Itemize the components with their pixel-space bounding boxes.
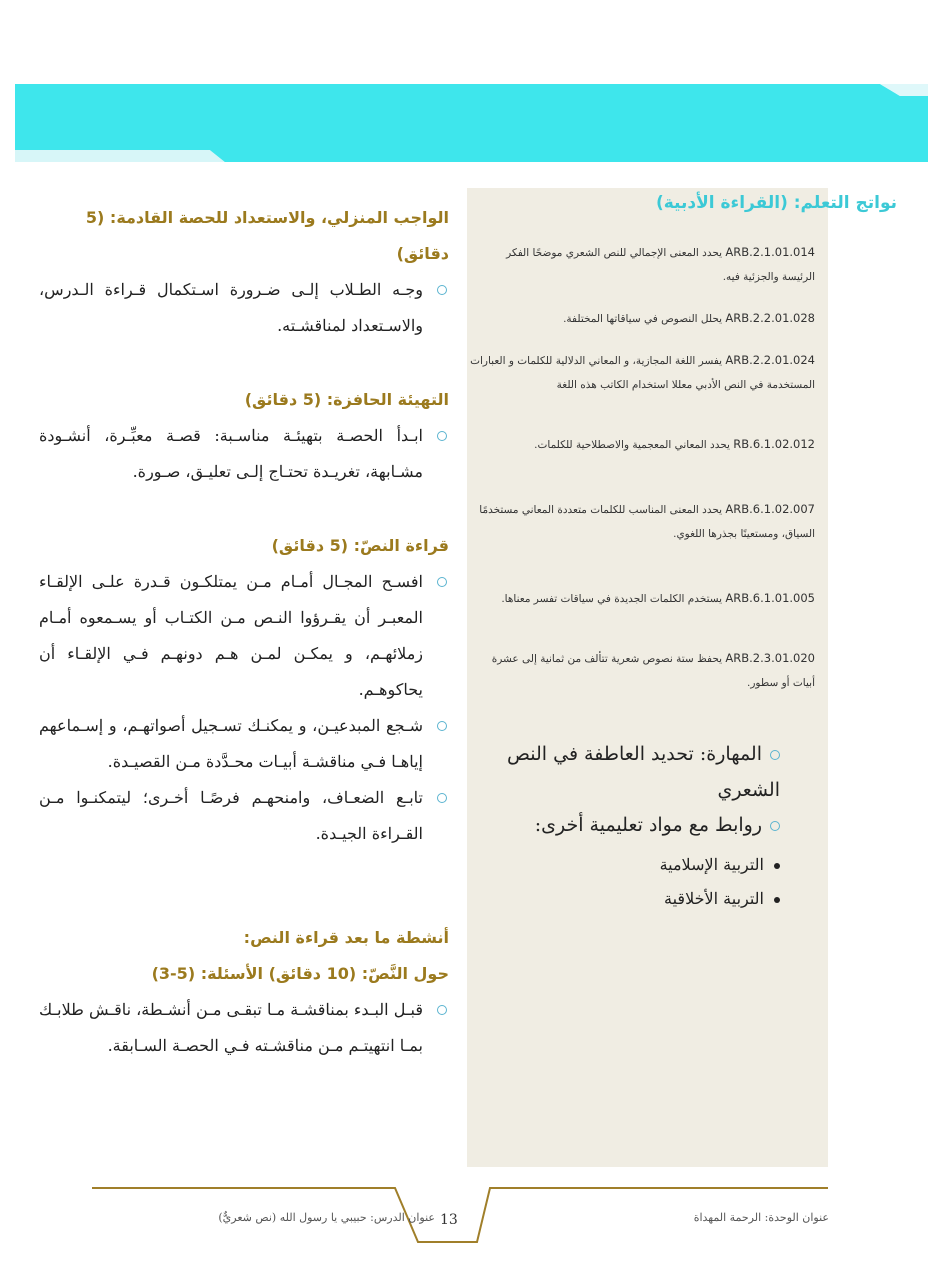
unit-title: عنوان الوحدة: الرحمة المهداة — [693, 1211, 829, 1224]
list-item: شـجع المبدعيـن، و يمكنـك تسـجيل أصواتهـم، و إسـماعهم إياهـا فـي مناقشـة أبيـات محـدَّدة مـن القصيـدة. — [39, 708, 449, 780]
list-item: التربية الإسلامية — [490, 848, 780, 882]
outcome-item — [470, 432, 815, 457]
circle-bullet-icon — [770, 821, 780, 831]
activities-heading: أنشطة ما بعد قراءة النص: — [243, 928, 449, 947]
links-title-text: روابط مع مواد تعليمية أخرى: — [534, 814, 762, 836]
outcome-item — [470, 240, 815, 289]
outcome-item — [470, 497, 815, 546]
page-number: 13 — [440, 1212, 458, 1228]
list-item: تابـع الضعـاف، وامنحهـم فرصًـا أخـرى؛ ليتمكنـوا مـن القـراءة الجيـدة. — [39, 780, 449, 852]
homework-heading: الواجب المنزلي، والاستعداد للحصة القادمة: (5 دقائق) — [85, 208, 449, 263]
skill-item — [490, 736, 780, 808]
outcome-code: ARB.6.1.02.007 — [725, 502, 815, 516]
circle-bullet-icon — [437, 431, 447, 441]
outcome-code: ARB.2.3.01.020 — [725, 651, 815, 665]
outcome-item — [470, 348, 815, 397]
outcome-code: ARB.2.1.01.014 — [725, 245, 815, 259]
circle-bullet-icon — [437, 285, 447, 295]
warmup-heading: التهيئة الحافزة: (5 دقائق) — [244, 390, 449, 409]
bullet-icon — [774, 897, 780, 903]
bullet-icon — [774, 863, 780, 869]
list-item: افسـح المجـال أمـام مـن يمتلكـون قـدرة علـى الإلقـاء المعبـر أن يقـرؤوا النـص مـن الكتـاب أو يسـمعوه أمـام زملائهـم، و يمكـن لمـن هـم دونهـم فـي الإلقـاء أن يحاكوهـم. — [39, 564, 449, 708]
outcome-text: يحلل النصوص في سياقاتها المختلفة. — [563, 313, 723, 325]
reading-section — [39, 528, 449, 852]
header-banner — [0, 0, 945, 175]
homework-section — [39, 200, 449, 344]
circle-bullet-icon — [770, 750, 780, 760]
outcome-text: يستخدم الكلمات الجديدة في سياقات تفسر معناها. — [501, 593, 723, 605]
outcome-text: يحفظ ستة نصوص شعرية تتألف من ثمانية إلى عشرة أبيات أو سطور. — [491, 653, 815, 689]
outcome-text: يحدد المعاني المعجمية والاصطلاحية للكلمات. — [534, 439, 730, 451]
links-title — [490, 810, 780, 840]
outcome-text: يحدد المعنى المناسب للكلمات متعددة المعاني مستخدمًا السياق، ومستعينًا بجذرها اللغوي. — [479, 504, 815, 540]
warmup-section — [39, 382, 449, 490]
outcome-code: ARB.2.2.01.028 — [725, 311, 815, 325]
about-text-heading: حول النَّصّ: (10 دقائق) الأسئلة: (5-3) — [151, 964, 449, 983]
list-item: التربية الأخلاقية — [490, 882, 780, 916]
lesson-title: عنوان الدرس: حبيبي يا رسول الله (نص شعريٌّ) — [218, 1211, 435, 1224]
outcome-code: ARB.2.2.01.024 — [725, 353, 815, 367]
outcome-item — [470, 646, 815, 695]
reading-heading: قراءة النصّ: (5 دقائق) — [271, 536, 449, 555]
links-list — [490, 848, 780, 916]
outcome-item — [470, 586, 815, 611]
outcome-text: يفسر اللغة المجازية، و المعاني الدلالية للكلمات و العبارات المستخدمة في النص الأدبي معللا استخدام الكاتب هذه اللغة — [470, 355, 815, 391]
circle-bullet-icon — [437, 793, 447, 803]
outcome-code: RB.6.1.02.012 — [733, 437, 815, 451]
outcome-text: يحدد المعنى الإجمالي للنص الشعري موضحًا الفكر الرئيسة والجزئية فيه. — [506, 247, 815, 283]
list-item: ابـدأ الحصـة بتهيئـة مناسـبة: قصـة معبِّـرة، أنشـودة مشـابهة، تغريـدة تحتـاج إلـى تعليـق، صـورة. — [39, 418, 449, 490]
list-item: وجـه الطـلاب إلـى ضـرورة اسـتكمال قـراءة الـدرس، والاسـتعداد لمناقشـته. — [39, 272, 449, 344]
circle-bullet-icon — [437, 1005, 447, 1015]
circle-bullet-icon — [437, 577, 447, 587]
outcome-item — [470, 306, 815, 331]
learning-outcomes-title: نواتج التعلم: (القراءة الأدبية) — [655, 193, 897, 213]
post-reading-section — [39, 920, 449, 1064]
list-item: قبـل البـدء بمناقشـة مـا تبقـى مـن أنشـطة، ناقـش طلابـك بمـا انتهيتـم مـن مناقشـته فـي الحصـة السـابقة. — [39, 992, 449, 1064]
circle-bullet-icon — [437, 721, 447, 731]
outcome-code: ARB.6.1.01.005 — [725, 591, 815, 605]
skill-text: المهارة: تحديد العاطفة في النص الشعري — [506, 743, 780, 801]
